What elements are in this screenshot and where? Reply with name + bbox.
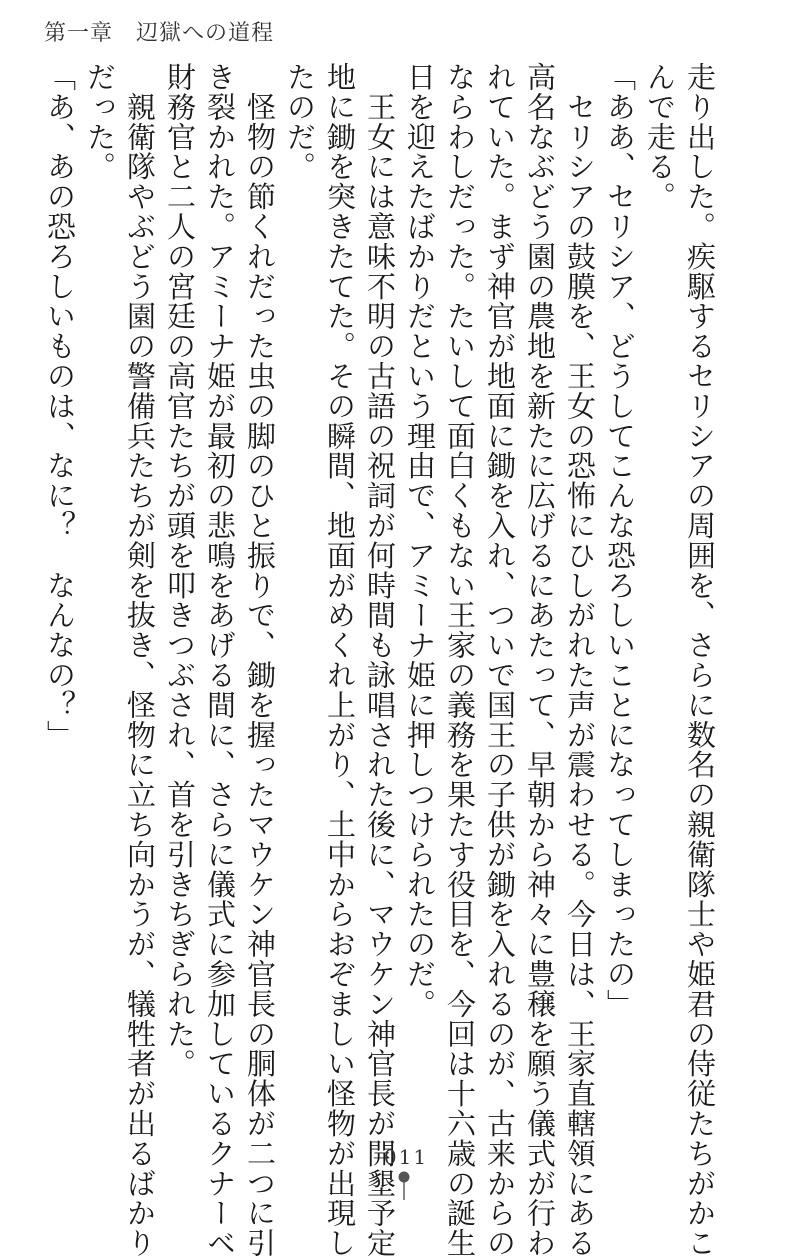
text-line: んで走る。 [643,62,677,212]
text-line: だった。 [83,62,117,182]
text-line: 高名なぶどう園の農地を新たに広げるにあたって、早朝から神々に豊穣を願う儀式が行わ [523,62,557,1258]
running-head: 第一章 辺獄への道程 [44,21,275,46]
text-line: 走り出した。疾駆するセリシアの周囲を、さらに数名の親衛隊士や姫君の侍従たちがかこ [683,62,717,1258]
text-line: ならわしだった。たいして面白くもない王家の義務を果たす役目を、今回は十六歳の誕生 [443,62,477,1258]
text-line: 財務官と二人の宮廷の高官たちが頭を叩きつぶされ、首を引きちぎられた。 [163,62,197,1079]
text-line: き裂かれた。アミーナ姫が最初の悲鳴をあげる間に、さらに儀式に参加しているクナーベ [203,62,237,1258]
text-line: セリシアの鼓膜を、王女の恐怖にひしがれた声が震わせる。今日は、王家直轄領にある [563,62,597,1258]
text-line: 「ああ、セリシア、どうしてこんな恐ろしいことになってしまったの」 [603,62,637,1019]
text-line: 怪物の節くれだった虫の脚のひと振りで、鋤を握ったマウケン神官長の胴体が二つに引 [243,62,277,1258]
text-line: 地に鋤を突きたてた。その瞬間、地面がめくれ上がり、土中からおぞましい怪物が出現し [323,62,357,1258]
text-line: 王女には意味不明の古語の祝詞が何時間も詠唱された後に、マウケン神官長が開墾予定 [363,62,397,1258]
page-number: 011 [383,1145,429,1169]
text-line: たのだ。 [283,62,317,182]
text-line: 日を迎えたばかりだという理由で、アミーナ姫に押しつけられたのだ。 [403,62,437,1019]
page-ornament-icon [392,1170,416,1200]
text-line: れていた。まず神官が地面に鋤を入れ、ついで国王の子供が鋤を入れるのが、古来からの [483,62,517,1258]
text-line: 親衛隊やぶどう園の警備兵たちが剣を抜き、怪物に立ち向かうが、犠牲者が出るばかり [123,62,157,1258]
text-line: 「あ、あの恐ろしいものは、なに？ なんなの？」 [43,62,77,750]
